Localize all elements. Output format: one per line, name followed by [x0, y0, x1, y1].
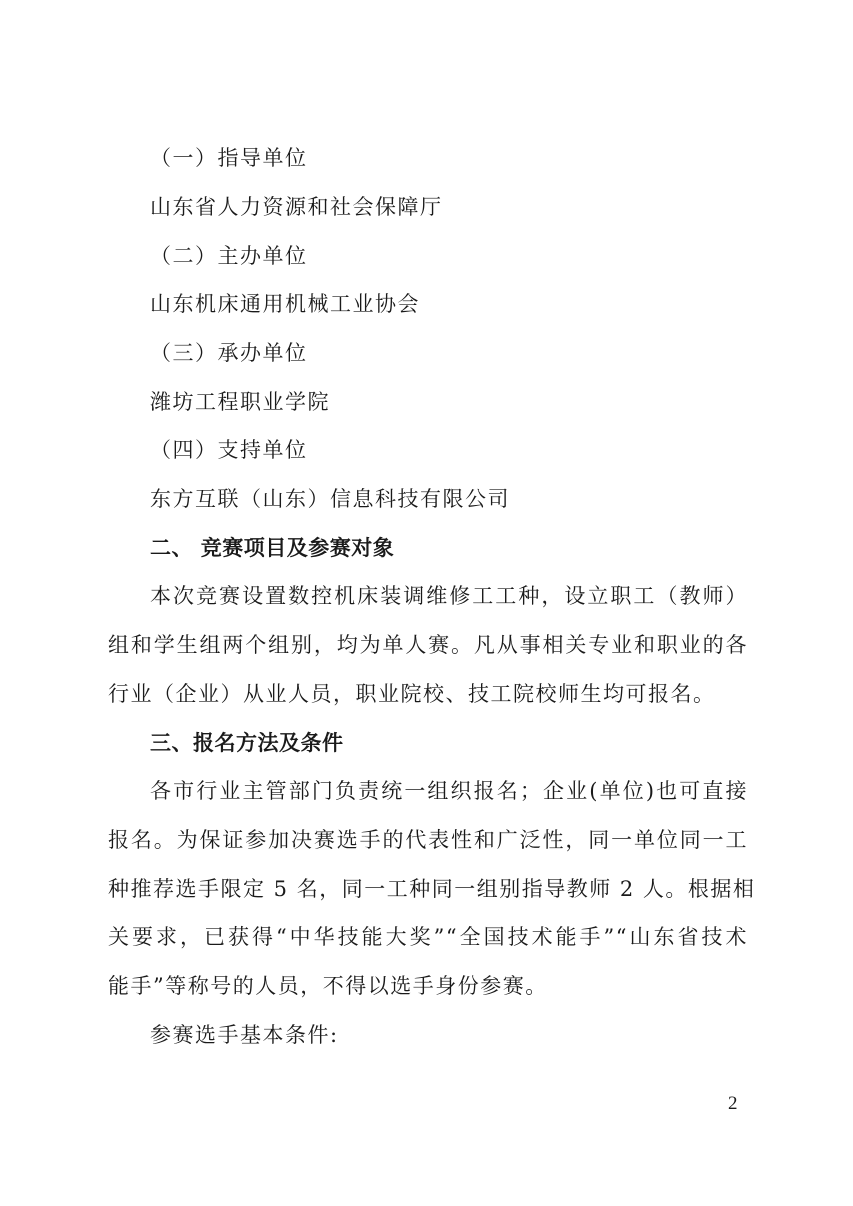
paragraph-competition-line-3: 行业（企业）从业人员，职业院校、技工院校师生均可报名。 [108, 682, 716, 706]
paragraph-competition-line-1: 本次竞赛设置数控机床装调维修工工种，设立职工（教师） [150, 584, 748, 608]
paragraph-competition-line-2: 组和学生组两个组别，均为单人赛。凡从事相关专业和职业的各 [108, 633, 748, 657]
paragraph-registration-line-4: 关要求，已获得“中华技能大奖”“全国技术能手”“山东省技术 [108, 925, 748, 949]
chapter-heading-competition-items: 二、 竞赛项目及参赛对象 [150, 536, 395, 560]
organizer-name: 山东机床通用机械工业协会 [150, 292, 420, 316]
contestant-conditions-heading: 参赛选手基本条件: [150, 1023, 339, 1047]
chapter-heading-registration: 三、报名方法及条件 [150, 731, 344, 755]
section-heading-host: （三）承办单位 [150, 341, 308, 365]
guiding-unit-name: 山东省人力资源和社会保障厅 [150, 195, 443, 219]
section-heading-guiding-unit: （一）指导单位 [150, 146, 308, 170]
page-number: 2 [728, 1093, 738, 1114]
section-heading-organizer: （二）主办单位 [150, 244, 308, 268]
paragraph-registration-line-1: 各市行业主管部门负责统一组织报名；企业(单位)也可直接 [150, 779, 748, 803]
host-name: 潍坊工程职业学院 [150, 390, 330, 414]
paragraph-registration-line-2: 报名。为保证参加决赛选手的代表性和广泛性，同一单位同一工 [108, 828, 748, 852]
supporter-name: 东方互联（山东）信息科技有限公司 [150, 487, 510, 511]
section-heading-supporter: （四）支持单位 [150, 438, 308, 462]
paragraph-registration-line-3: 种推荐选手限定 5 名，同一工种同一组别指导教师 2 人。根据相 [108, 877, 756, 901]
paragraph-registration-line-5: 能手”等称号的人员，不得以选手身份参赛。 [108, 974, 548, 998]
